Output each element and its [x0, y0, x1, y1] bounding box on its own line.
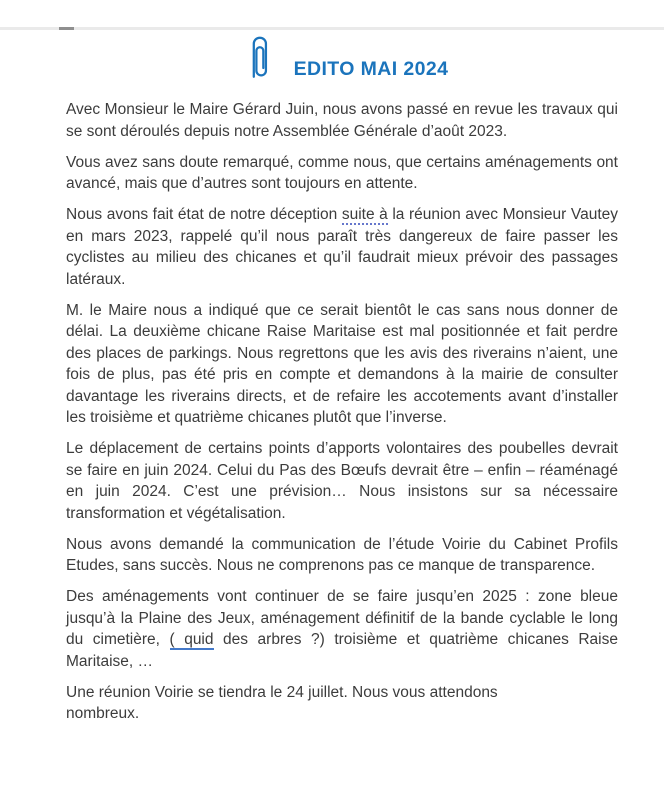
text-run: Nous avons demandé la communication de l’étude Voirie du Cabinet Profils Etudes, sans succès. Nous ne comprenons pas ce manque de transparence.: [66, 535, 618, 574]
text-run: Avec Monsieur le Maire Gérard Juin, nous avons passé en revue les travaux qui se sont déroulés depuis notre Assemblée Générale d’août 2023.: [66, 101, 618, 140]
edito-title: EDITO MAI 2024: [293, 58, 449, 80]
paragraph: [66, 152, 618, 195]
top-edge-strip: [0, 27, 664, 30]
paragraph: [66, 586, 618, 672]
text-run: nombreux.: [66, 705, 140, 722]
grammar-marked-text: suite à: [341, 206, 388, 223]
paragraph: [66, 534, 618, 577]
grammar-marked-text: ( quid: [169, 631, 214, 648]
text-run: la réunion avec Monsieur Vautey en mars 2023, rappelé qu’il nous paraît très dangereux de faire passer les cyclistes au milieu des chicanes et qu’il faudrait mieux prévoir des passages latéraux.: [66, 206, 619, 288]
text-run: M. le Maire nous a indiqué que ce serait bientôt le cas sans nous donner de délai. La deuxième chicane Raise Maritaise est mal positionnée et fait perdre des places de parkings. Nous regrettons que les avis des riverains n’aient, une fois de plus, pas été pris en compte et demandons à la mairie de consulter davantage les riverains directs, et de refaire les accotements avant d’installer les troisième et quatrième chicanes plutôt que l’inverse.: [66, 301, 618, 426]
text-run: des arbres ?) troisième et quatrième chicanes Raise Maritaise, …: [66, 631, 618, 670]
edito-body: [66, 99, 618, 725]
top-edge-marker: [59, 27, 74, 30]
edito-header: [0, 27, 664, 87]
paragraph: [66, 682, 618, 725]
paragraph: [66, 300, 618, 429]
paragraph: [66, 438, 618, 524]
text-run: Vous avez sans doute remarqué, comme nous, que certains aménagements ont avancé, mais que d’autres sont toujours en attente.: [66, 153, 618, 192]
paperclip-icon: [246, 30, 272, 87]
text-run: Une réunion Voirie se tiendra le 24 juillet. Nous vous attendons: [66, 683, 498, 701]
text-run: Le déplacement de certains points d’apports volontaires des poubelles devrait se faire en juin 2024. Celui du Pas des Bœufs devrait être – enfin – réaménagé en juin 2024. C’est une prévision… Nous insistons sur sa nécessaire transformation et végétalisation.: [66, 440, 618, 522]
paragraph: [66, 204, 618, 290]
text-run: Des aménagements vont continuer de se faire jusqu’en 2025 : zone bleue jusqu’à la Plaine des Jeux, aménagement définitif de la bande cyclable le long du cimetière,: [66, 588, 618, 648]
text-run: Nous avons fait état de notre déception: [66, 206, 342, 223]
paragraph: [66, 99, 618, 142]
